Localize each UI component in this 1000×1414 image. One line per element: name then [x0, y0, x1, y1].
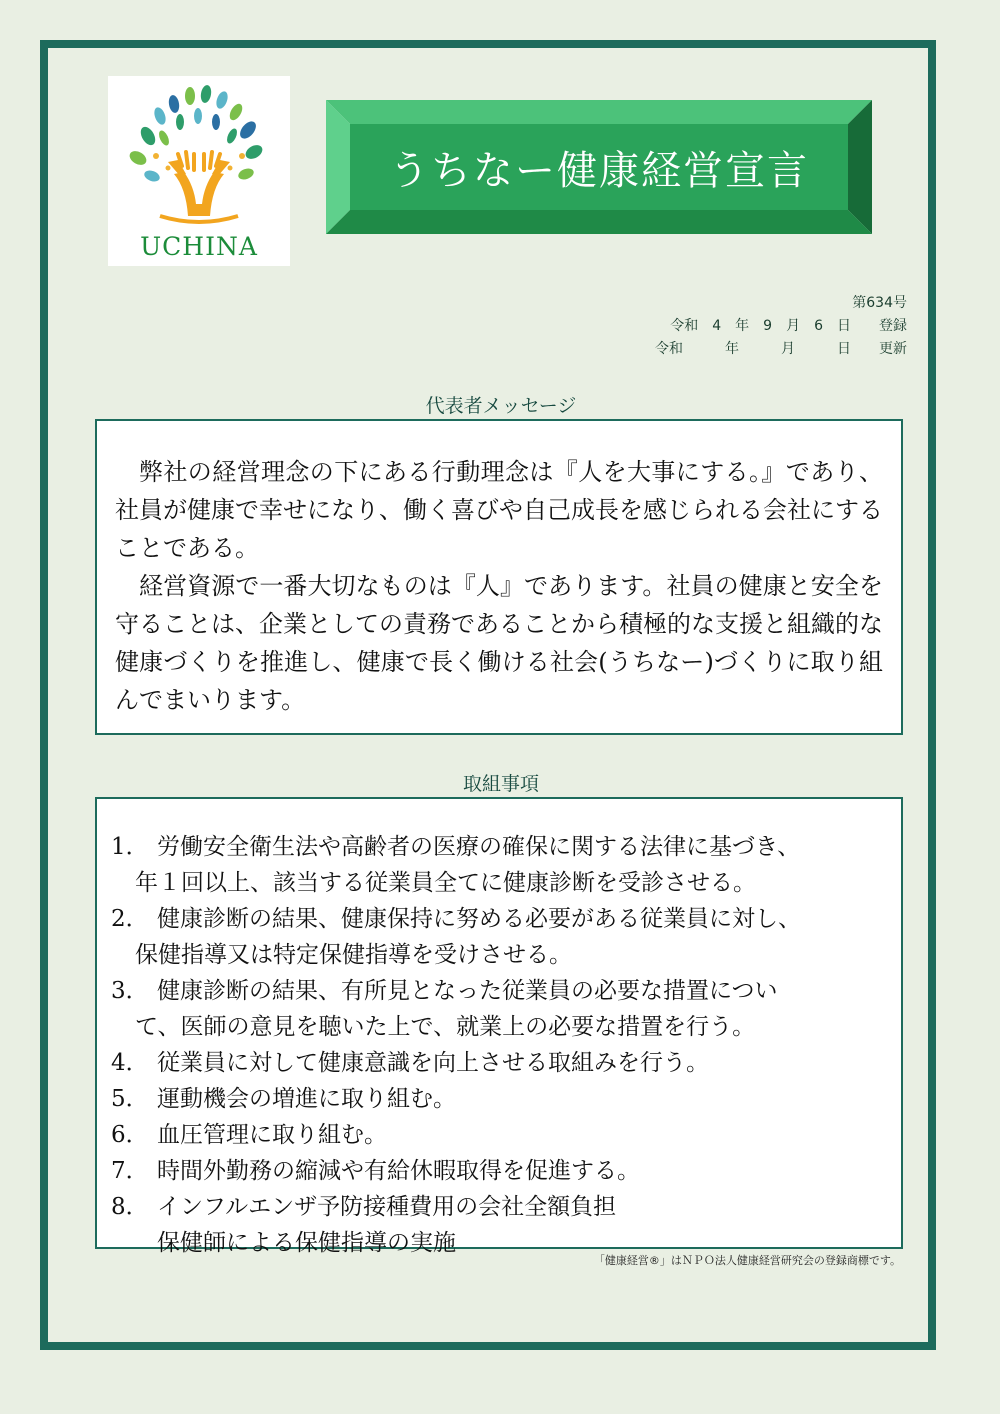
- item-text: 労働安全衛生法や高齢者の医療の確保に関する法律に基づき、: [157, 834, 801, 860]
- initiative-item: [111, 829, 887, 901]
- item-number: 5．: [111, 1086, 149, 1112]
- item-number: 4．: [111, 1050, 149, 1076]
- initiatives-heading: 取組事項: [462, 773, 539, 795]
- initiative-item: [111, 1153, 887, 1189]
- registration-info: [655, 292, 907, 361]
- item-text: 血圧管理に取り組む。: [157, 1122, 387, 1148]
- item-text: 時間外勤務の縮減や有給休暇取得を促進する。: [157, 1158, 640, 1184]
- item-text: 運動機会の増進に取り組む。: [157, 1086, 456, 1112]
- registered-date: 令和 4 年 9 月 6 日 登録: [670, 318, 907, 334]
- initiative-item: [111, 973, 887, 1045]
- logo-text: UCHINA: [140, 232, 258, 261]
- registration-number: 第634号: [852, 295, 907, 311]
- item-number: 3．: [111, 978, 149, 1004]
- item-number: 7．: [111, 1158, 149, 1184]
- initiatives-box: [95, 797, 903, 1256]
- item-text: 健康診断の結果、健康保持に努める必要がある従業員に対し、: [157, 906, 801, 932]
- message-box: [95, 419, 903, 735]
- tree-hands-icon: [108, 76, 290, 236]
- message-heading: 代表者メッセージ: [425, 395, 577, 417]
- item-text-continued: 年１回以上、該当する従業員全てに健康診断を受診させる。: [135, 870, 756, 896]
- page-title: うちなー健康経営宣言: [389, 147, 809, 194]
- item-number: 2．: [111, 906, 149, 932]
- title-plate: [326, 100, 872, 234]
- message-paragraph-1: 弊社の経営理念の下にある行動理念は『人を大事にする。』であり、社員が健康で幸せになり、働く喜びや自己成長を感じられる会社にすることである。: [115, 458, 883, 562]
- item-number: 8．: [111, 1194, 149, 1220]
- initiative-item: [111, 1189, 887, 1261]
- item-text: 従業員に対して健康意識を向上させる取組みを行う。: [157, 1050, 709, 1076]
- item-number: 1．: [111, 834, 149, 860]
- initiative-item: [111, 1045, 887, 1081]
- updated-date: 令和 年 月 日 更新: [655, 341, 907, 357]
- item-text: インフルエンザ予防接種費用の会社全額負担: [157, 1194, 617, 1220]
- trademark-footnote: 「健康経営®」はＮＰＯ法人健康経営研究会の登録商標です。: [593, 1254, 901, 1267]
- item-subtext: 保健師による保健指導の実施: [157, 1230, 456, 1256]
- uchina-logo: [108, 76, 290, 266]
- initiative-item: [111, 901, 887, 973]
- item-text-continued: 保健指導又は特定保健指導を受けさせる。: [135, 942, 572, 968]
- item-text: 健康診断の結果、有所見となった従業員の必要な措置につい: [157, 978, 778, 1004]
- initiative-item: [111, 1081, 887, 1117]
- item-number: 6．: [111, 1122, 149, 1148]
- initiative-item: [111, 1117, 887, 1153]
- message-paragraph-2: 経営資源で一番大切なものは『人』であります。社員の健康と安全を守ることは、企業としての責務であることから積極的な支援と組織的な健康づくりを推進し、健康で長く働ける社会(うちなー)づくりに取り組んでまいります。: [115, 572, 883, 714]
- item-text-continued: て、医師の意見を聴いた上で、就業上の必要な措置を行う。: [135, 1014, 756, 1040]
